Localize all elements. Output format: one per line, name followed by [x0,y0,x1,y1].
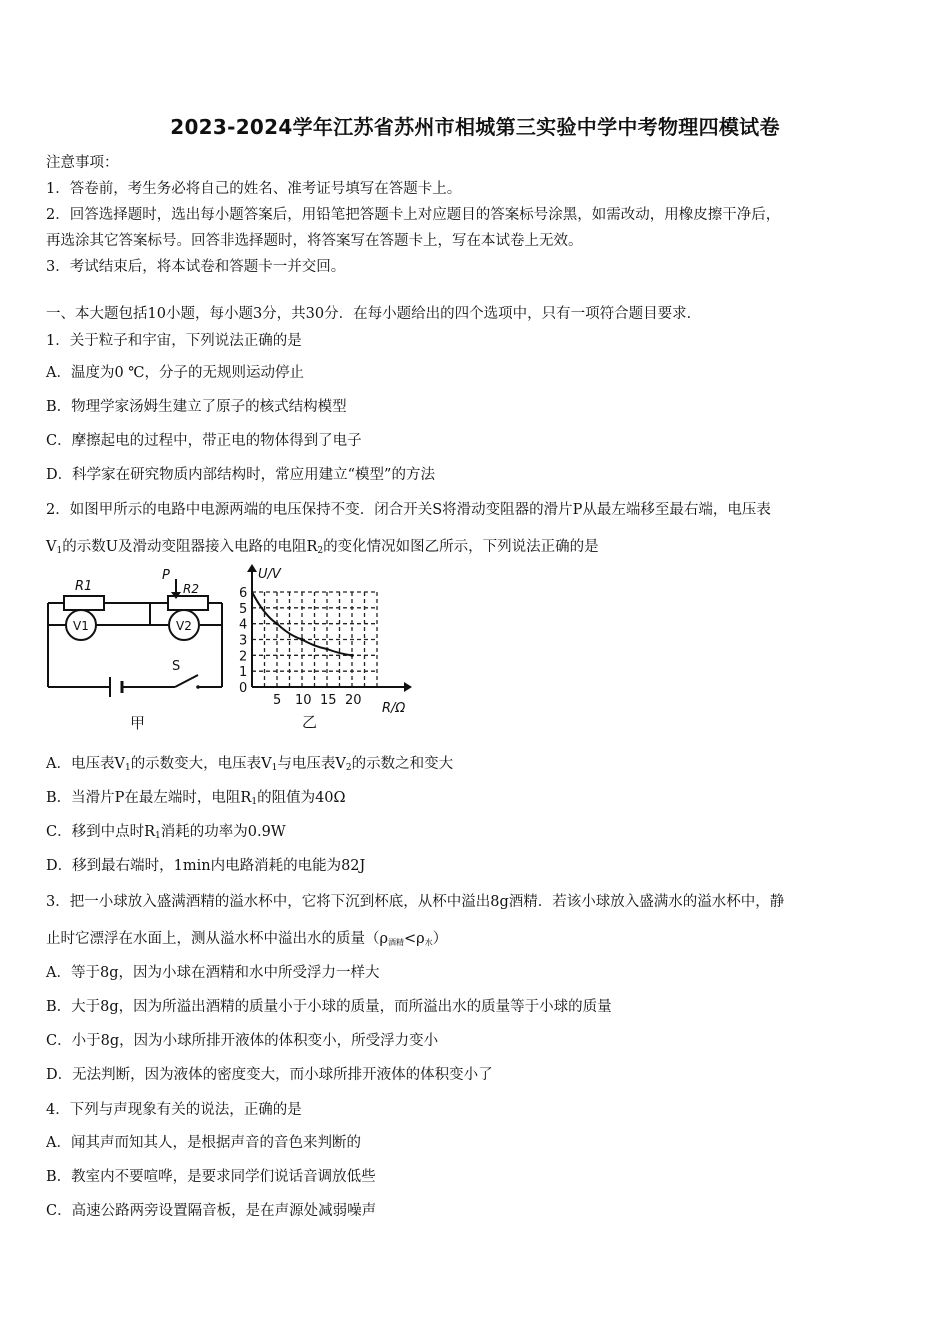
q3-stem-line1: 3．把一小球放入盛满酒精的溢水杯中，它将下沉到杯底，从杯中溢出8g酒精．若该小球放入盛满水的溢水杯中，静 [46,894,785,910]
q2-option-c: C．移到中点时$R_1$消耗的功率为0.9W [46,824,286,841]
y-tick-label: 6 [239,586,248,601]
y-tick-label: 1 [239,665,248,681]
q1-option-a: A．温度为0 ℃，分子的无规则运动停止 [46,365,305,381]
y-tick-label: 3 [239,633,248,649]
label-s: S [172,659,181,674]
x-tick-label: 20 [345,693,362,708]
resistor-r1 [64,596,104,610]
caption-jia: 甲 [130,714,146,732]
q2-stem-line2: $V_1$的示数U及滑动变阻器接入电路的电阻$R_2$的变化情况如图乙所示，下列说法正确的是 [46,539,599,556]
x-tick-label: 5 [273,693,282,708]
q3-option-a: A．等于8g，因为小球在酒精和水中所受浮力一样大 [46,965,380,981]
x-tick-label: 10 [295,693,312,708]
q1-option-d: D．科学家在研究物质内部结构时，常应用建立“模型”的方法 [46,467,435,483]
y-axis-label: U/V [258,567,281,582]
label-r2: R2 [183,582,199,596]
q1-stem: 1．关于粒子和宇宙，下列说法正确的是 [46,333,302,349]
y-tick-label: 5 [239,601,248,617]
u-r-graph [232,562,422,737]
page-title: 2023-2024学年江苏省苏州市相城第三实验中学中考物理四模试卷 [170,115,780,139]
q1-option-b: B．物理学家汤姆生建立了原子的核式结构模型 [46,399,347,415]
y-axis-arrow [247,564,257,572]
data-point [275,622,278,625]
notice-item-2: 2．回答选择题时，选出每小题答案后，用铅笔把答题卡上对应题目的答案标号涂黑，如需改动，用橡皮擦干净后， [46,207,781,223]
data-point [300,638,303,641]
q4-option-c: C．高速公路两旁设置隔音板，是在声源处减弱噪声 [46,1203,377,1219]
circuit-diagram [40,565,235,735]
x-axis-label: R/Ω [382,701,406,716]
x-axis-arrow [404,682,412,692]
label-v1: V1 [73,619,89,633]
notice-heading: 注意事项： [46,155,119,171]
resistor-r2 [168,596,208,610]
notice-item-2-cont: 再选涂其它答案标号。回答非选择题时，将答案写在答题卡上，写在本试卷上无效。 [46,233,583,249]
q2-option-b: B．当滑片P在最左端时，电阻$R_1$的阻值为40Ω [46,790,346,807]
q2-stem-line1: 2．如图甲所示的电路中电源两端的电压保持不变．闭合开关S将滑动变阻器的滑片P从最左端移至最右端，电压表 [46,502,771,518]
x-tick-label: 15 [320,693,337,708]
q3-stem-line2: 止时它漂浮在水面上，测从溢水杯中溢出水的质量（ρ酒精<ρ水） [46,931,448,947]
caption-yi: 乙 [302,713,318,731]
section-heading: 一、本大题包括10小题，每小题3分，共30分．在每小题给出的四个选项中，只有一项符合题目要求． [46,306,702,322]
label-p: P [162,568,170,583]
data-point [350,654,353,657]
notice-item-1: 1．答卷前，考生务必将自己的姓名、准考证号填写在答题卡上。 [46,181,462,197]
label-v2: V2 [176,619,192,633]
q3-option-b: B．大于8g，因为所溢出酒精的质量小于小球的质量，而所溢出水的质量等于小球的质量 [46,999,612,1015]
q2-option-a: A．电压表$V_1$的示数变大，电压表$V_1$与电压表$V_2$的示数之和变大 [46,756,454,773]
q4-stem: 4．下列与声现象有关的说法，正确的是 [46,1102,302,1118]
y-tick-label: 0 [239,681,248,696]
y-tick-label: 4 [239,617,248,633]
q3-option-d: D．无法判断，因为液体的密度变大，而小球所排开液体的体积变小了 [46,1067,493,1083]
q3-option-c: C．小于8g，因为小球所排开液体的体积变小，所受浮力变小 [46,1033,439,1049]
notice-item-3: 3．考试结束后，将本试卷和答题卡一并交回。 [46,259,346,275]
q2-option-d: D．移到最右端时，1min内电路消耗的电能为82J [46,858,366,874]
q4-option-b: B．教室内不要喧哗，是要求同学们说话音调放低些 [46,1169,376,1185]
q1-option-c: C．摩擦起电的过程中，带正电的物体得到了电子 [46,433,362,449]
label-r1: R1 [75,579,93,594]
y-tick-label: 2 [239,649,248,665]
q4-option-a: A．闻其声而知其人，是根据声音的音色来判断的 [46,1135,361,1151]
data-point [325,647,328,650]
